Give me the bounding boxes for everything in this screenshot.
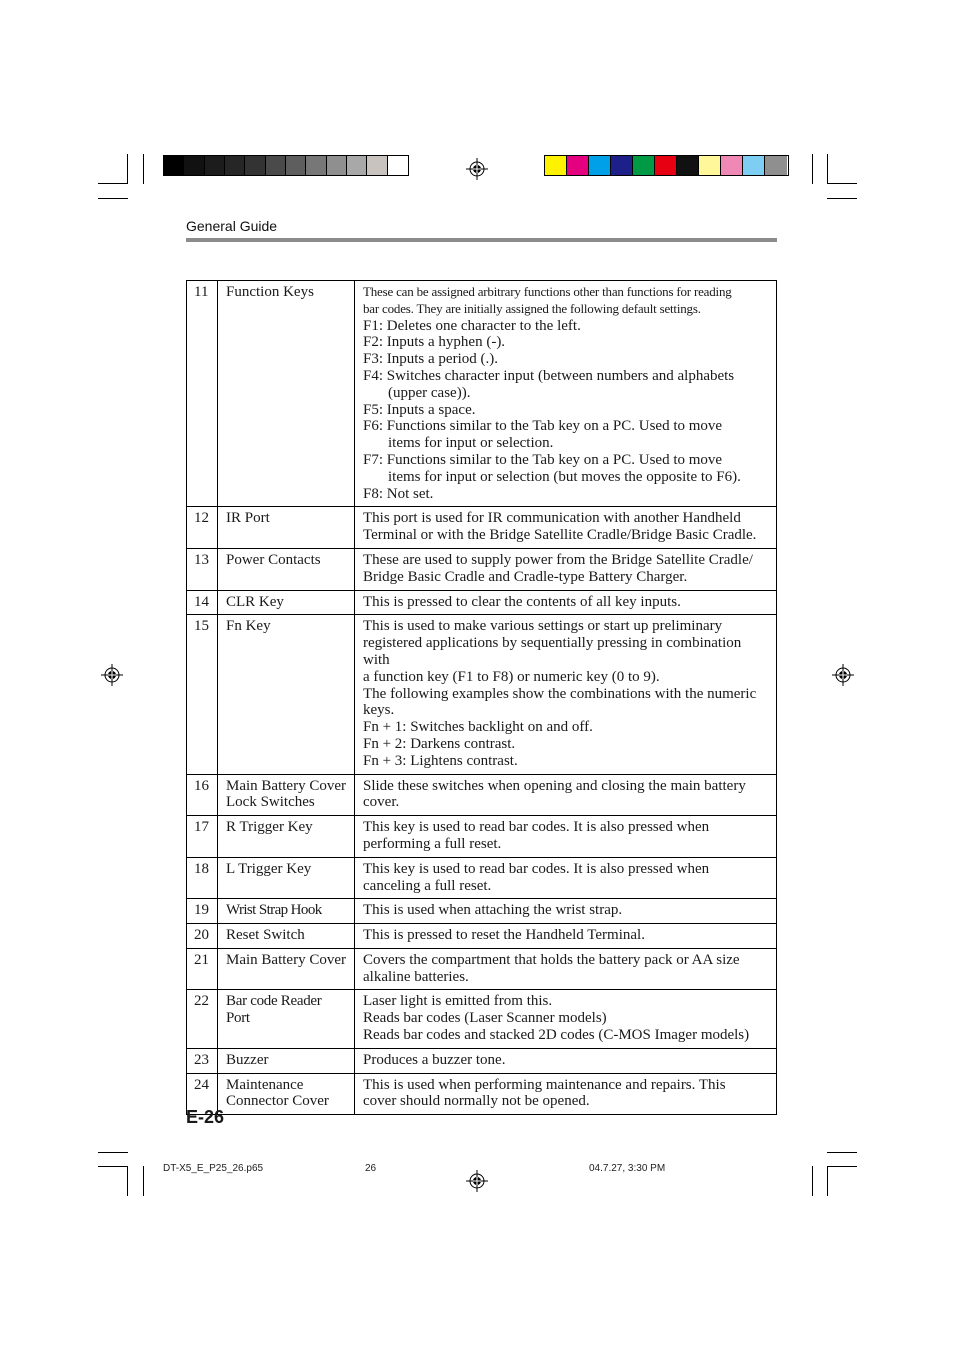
description-line: a function key (F1 to F8) or numeric key (0 to 9).: [363, 668, 660, 685]
process-swatch: [567, 156, 589, 175]
table-row: [187, 507, 777, 549]
description-line: F8: Not set.: [363, 485, 434, 502]
process-swatch: [611, 156, 633, 175]
part-description: [355, 990, 777, 1048]
item-number: 13: [187, 548, 218, 590]
part-name: [218, 924, 355, 949]
gray-swatch: [164, 156, 184, 175]
registration-mark-icon: [832, 664, 854, 686]
part-name: [218, 948, 355, 990]
table-row: [187, 615, 777, 774]
part-description: [355, 281, 777, 507]
part-description: [355, 507, 777, 549]
description-line: Reads bar codes and stacked 2D codes (C-MOS Imager models): [363, 1027, 750, 1044]
process-swatch: [545, 156, 567, 175]
description-line: F4: Switches character input (between numbers and alphabets: [363, 367, 735, 384]
item-number: 17: [187, 816, 218, 858]
part-name: [218, 281, 355, 507]
table-row: [187, 548, 777, 590]
description-line: Bridge Basic Cradle and Cradle-type Battery Charger.: [363, 568, 688, 585]
part-description: [355, 1048, 777, 1073]
part-name: [218, 899, 355, 924]
grayscale-color-bar: [163, 155, 409, 176]
gray-swatch: [347, 156, 367, 175]
description-line: This key is used to read bar codes. It is also pressed when: [363, 860, 710, 877]
description-line: Terminal or with the Bridge Satellite Cradle/Bridge Basic Cradle.: [363, 527, 757, 544]
item-number: 22: [187, 990, 218, 1048]
part-name: [218, 816, 355, 858]
header-rule: [186, 238, 777, 242]
part-description: [355, 816, 777, 858]
crop-mark: [827, 1166, 857, 1167]
description-line: F2: Inputs a hyphen (-).: [363, 334, 506, 351]
description-line: The following examples show the combinations with the numeric: [363, 685, 757, 702]
table-row: [187, 1073, 777, 1115]
table-row: [187, 1048, 777, 1073]
process-swatch: [655, 156, 677, 175]
item-number: 23: [187, 1048, 218, 1073]
part-name: [218, 774, 355, 816]
part-description: [355, 857, 777, 899]
table-row: [187, 899, 777, 924]
crop-mark: [127, 154, 128, 184]
item-number: 15: [187, 615, 218, 774]
part-name-line: Fn Key: [226, 618, 271, 635]
description-line: Reads bar codes (Laser Scanner models): [363, 1010, 607, 1027]
crop-mark: [827, 183, 857, 184]
crop-mark: [98, 1166, 128, 1167]
gray-swatch: [184, 156, 204, 175]
part-name-line: Connector Cover: [226, 1093, 329, 1110]
part-name-line: Reset Switch: [226, 927, 305, 944]
part-name-line: L Trigger Key: [226, 860, 312, 877]
table-row: [187, 590, 777, 615]
description-intro-line: bar codes. They are initially assigned the following default settings.: [363, 300, 701, 316]
table-row: [187, 857, 777, 899]
table-row: [187, 924, 777, 949]
gray-swatch: [327, 156, 347, 175]
part-description: [355, 1073, 777, 1115]
description-line: This key is used to read bar codes. It is also pressed when: [363, 819, 710, 836]
description-line: items for input or selection.: [388, 435, 554, 452]
page-number: E-26: [186, 1107, 225, 1127]
part-description: [355, 548, 777, 590]
item-number: 21: [187, 948, 218, 990]
description-line: performing a full reset.: [363, 835, 502, 852]
item-number: 14: [187, 590, 218, 615]
process-color-bar: [544, 155, 789, 176]
table-row: [187, 774, 777, 816]
description-line: Fn + 1: Switches backlight on and off.: [363, 719, 593, 736]
item-number: 16: [187, 774, 218, 816]
crop-mark: [812, 154, 813, 184]
part-name-line: Power Contacts: [226, 551, 321, 568]
registration-mark-icon: [101, 664, 123, 686]
part-name: [218, 990, 355, 1048]
description-line: Slide these switches when opening and closing the main battery: [363, 777, 746, 794]
registration-mark-icon: [466, 1170, 488, 1192]
footer-page: 26: [365, 1163, 377, 1174]
crop-mark: [143, 154, 144, 184]
part-description: [355, 924, 777, 949]
item-number: 20: [187, 924, 218, 949]
part-description: [355, 948, 777, 990]
crop-mark: [98, 183, 128, 184]
process-swatch: [765, 156, 787, 175]
table-row: [187, 816, 777, 858]
description-intro-line: These can be assigned arbitrary functions other than functions for reading: [363, 284, 732, 299]
footer-timestamp: 04.7.27, 3:30 PM: [589, 1163, 666, 1174]
description-line: canceling a full reset.: [363, 877, 492, 894]
crop-mark: [827, 154, 828, 184]
process-swatch: [721, 156, 743, 175]
gray-swatch: [367, 156, 387, 175]
item-number: 12: [187, 507, 218, 549]
part-name: [218, 507, 355, 549]
part-description: [355, 590, 777, 615]
gray-swatch: [306, 156, 326, 175]
description-line: This is used to make various settings or start up preliminary: [363, 618, 723, 635]
table-row: [187, 281, 777, 507]
description-line: This is pressed to clear the contents of all key inputs.: [363, 593, 681, 610]
gray-swatch: [388, 156, 408, 175]
part-description: [355, 899, 777, 924]
description-line: This is used when performing maintenance and repairs. This: [363, 1076, 726, 1093]
description-line: items for input or selection (but moves the opposite to F6).: [388, 468, 741, 485]
crop-mark: [127, 1166, 128, 1196]
description-line: Laser light is emitted from this.: [363, 993, 553, 1010]
part-name-line: Buzzer: [226, 1051, 269, 1068]
description-line: F3: Inputs a period (.).: [363, 351, 498, 368]
description-line: This is used when attaching the wrist strap.: [363, 902, 623, 919]
part-name-line: Function Keys: [226, 284, 314, 300]
description-line: registered applications by sequentially pressing in combination with: [363, 635, 742, 668]
gray-swatch: [286, 156, 306, 175]
crop-mark: [827, 1166, 828, 1196]
part-name: [218, 548, 355, 590]
description-line: keys.: [363, 702, 395, 719]
table-row: [187, 990, 777, 1048]
table-row: [187, 948, 777, 990]
part-name-line: Main Battery Cover: [226, 777, 346, 794]
registration-mark-icon: [466, 158, 488, 180]
description-line: Fn + 2: Darkens contrast.: [363, 735, 516, 752]
section-title: General Guide: [186, 218, 278, 234]
process-swatch: [677, 156, 699, 175]
description-line: Covers the compartment that holds the battery pack or AA size: [363, 951, 740, 968]
description-line: F1: Deletes one character to the left.: [363, 317, 581, 334]
part-name: [218, 857, 355, 899]
gray-swatch: [205, 156, 225, 175]
item-number: 18: [187, 857, 218, 899]
crop-mark: [827, 1152, 857, 1153]
description-line: (upper case)).: [388, 384, 471, 401]
process-swatch: [699, 156, 721, 175]
part-name-line: Wrist Strap Hook: [226, 902, 322, 919]
part-name-line: Lock Switches: [226, 794, 315, 811]
description-line: This is pressed to reset the Handheld Terminal.: [363, 927, 645, 944]
description-line: F6: Functions similar to the Tab key on a PC. Used to move: [363, 418, 723, 435]
description-line: F5: Inputs a space.: [363, 401, 476, 418]
part-name-line: IR Port: [226, 510, 270, 527]
item-number: 11: [187, 281, 218, 507]
part-name-line: Main Battery Cover: [226, 951, 346, 968]
footer-filename: DT-X5_E_P25_26.p65: [163, 1163, 264, 1174]
part-description: [355, 615, 777, 774]
part-name: [218, 1048, 355, 1073]
description-line: cover should normally not be opened.: [363, 1093, 590, 1110]
crop-mark: [98, 198, 128, 199]
gray-swatch: [245, 156, 265, 175]
part-name-line: R Trigger Key: [226, 819, 313, 836]
crop-mark: [827, 198, 857, 199]
description-line: cover.: [363, 794, 400, 811]
part-name: [218, 1073, 355, 1115]
description-line: alkaline batteries.: [363, 968, 469, 985]
part-name-line: Maintenance: [226, 1076, 304, 1093]
part-name: [218, 615, 355, 774]
process-swatch: [743, 156, 765, 175]
parts-table: [186, 280, 777, 1115]
crop-mark: [812, 1166, 813, 1196]
part-name-line: Bar code Reader Port: [226, 993, 322, 1027]
crop-mark: [98, 1152, 128, 1153]
crop-mark: [143, 1166, 144, 1196]
description-line: This port is used for IR communication with another Handheld: [363, 510, 741, 527]
part-name: [218, 590, 355, 615]
description-line: These are used to supply power from the Bridge Satellite Cradle/: [363, 551, 753, 568]
description-line: F7: Functions similar to the Tab key on a PC. Used to move: [363, 451, 723, 468]
item-number: 19: [187, 899, 218, 924]
part-name-line: CLR Key: [226, 593, 284, 610]
gray-swatch: [225, 156, 245, 175]
item-number: 24: [187, 1073, 218, 1115]
part-description: [355, 774, 777, 816]
description-line: Fn + 3: Lightens contrast.: [363, 752, 518, 769]
description-line: Produces a buzzer tone.: [363, 1051, 506, 1068]
process-swatch: [589, 156, 611, 175]
gray-swatch: [266, 156, 286, 175]
process-swatch: [633, 156, 655, 175]
